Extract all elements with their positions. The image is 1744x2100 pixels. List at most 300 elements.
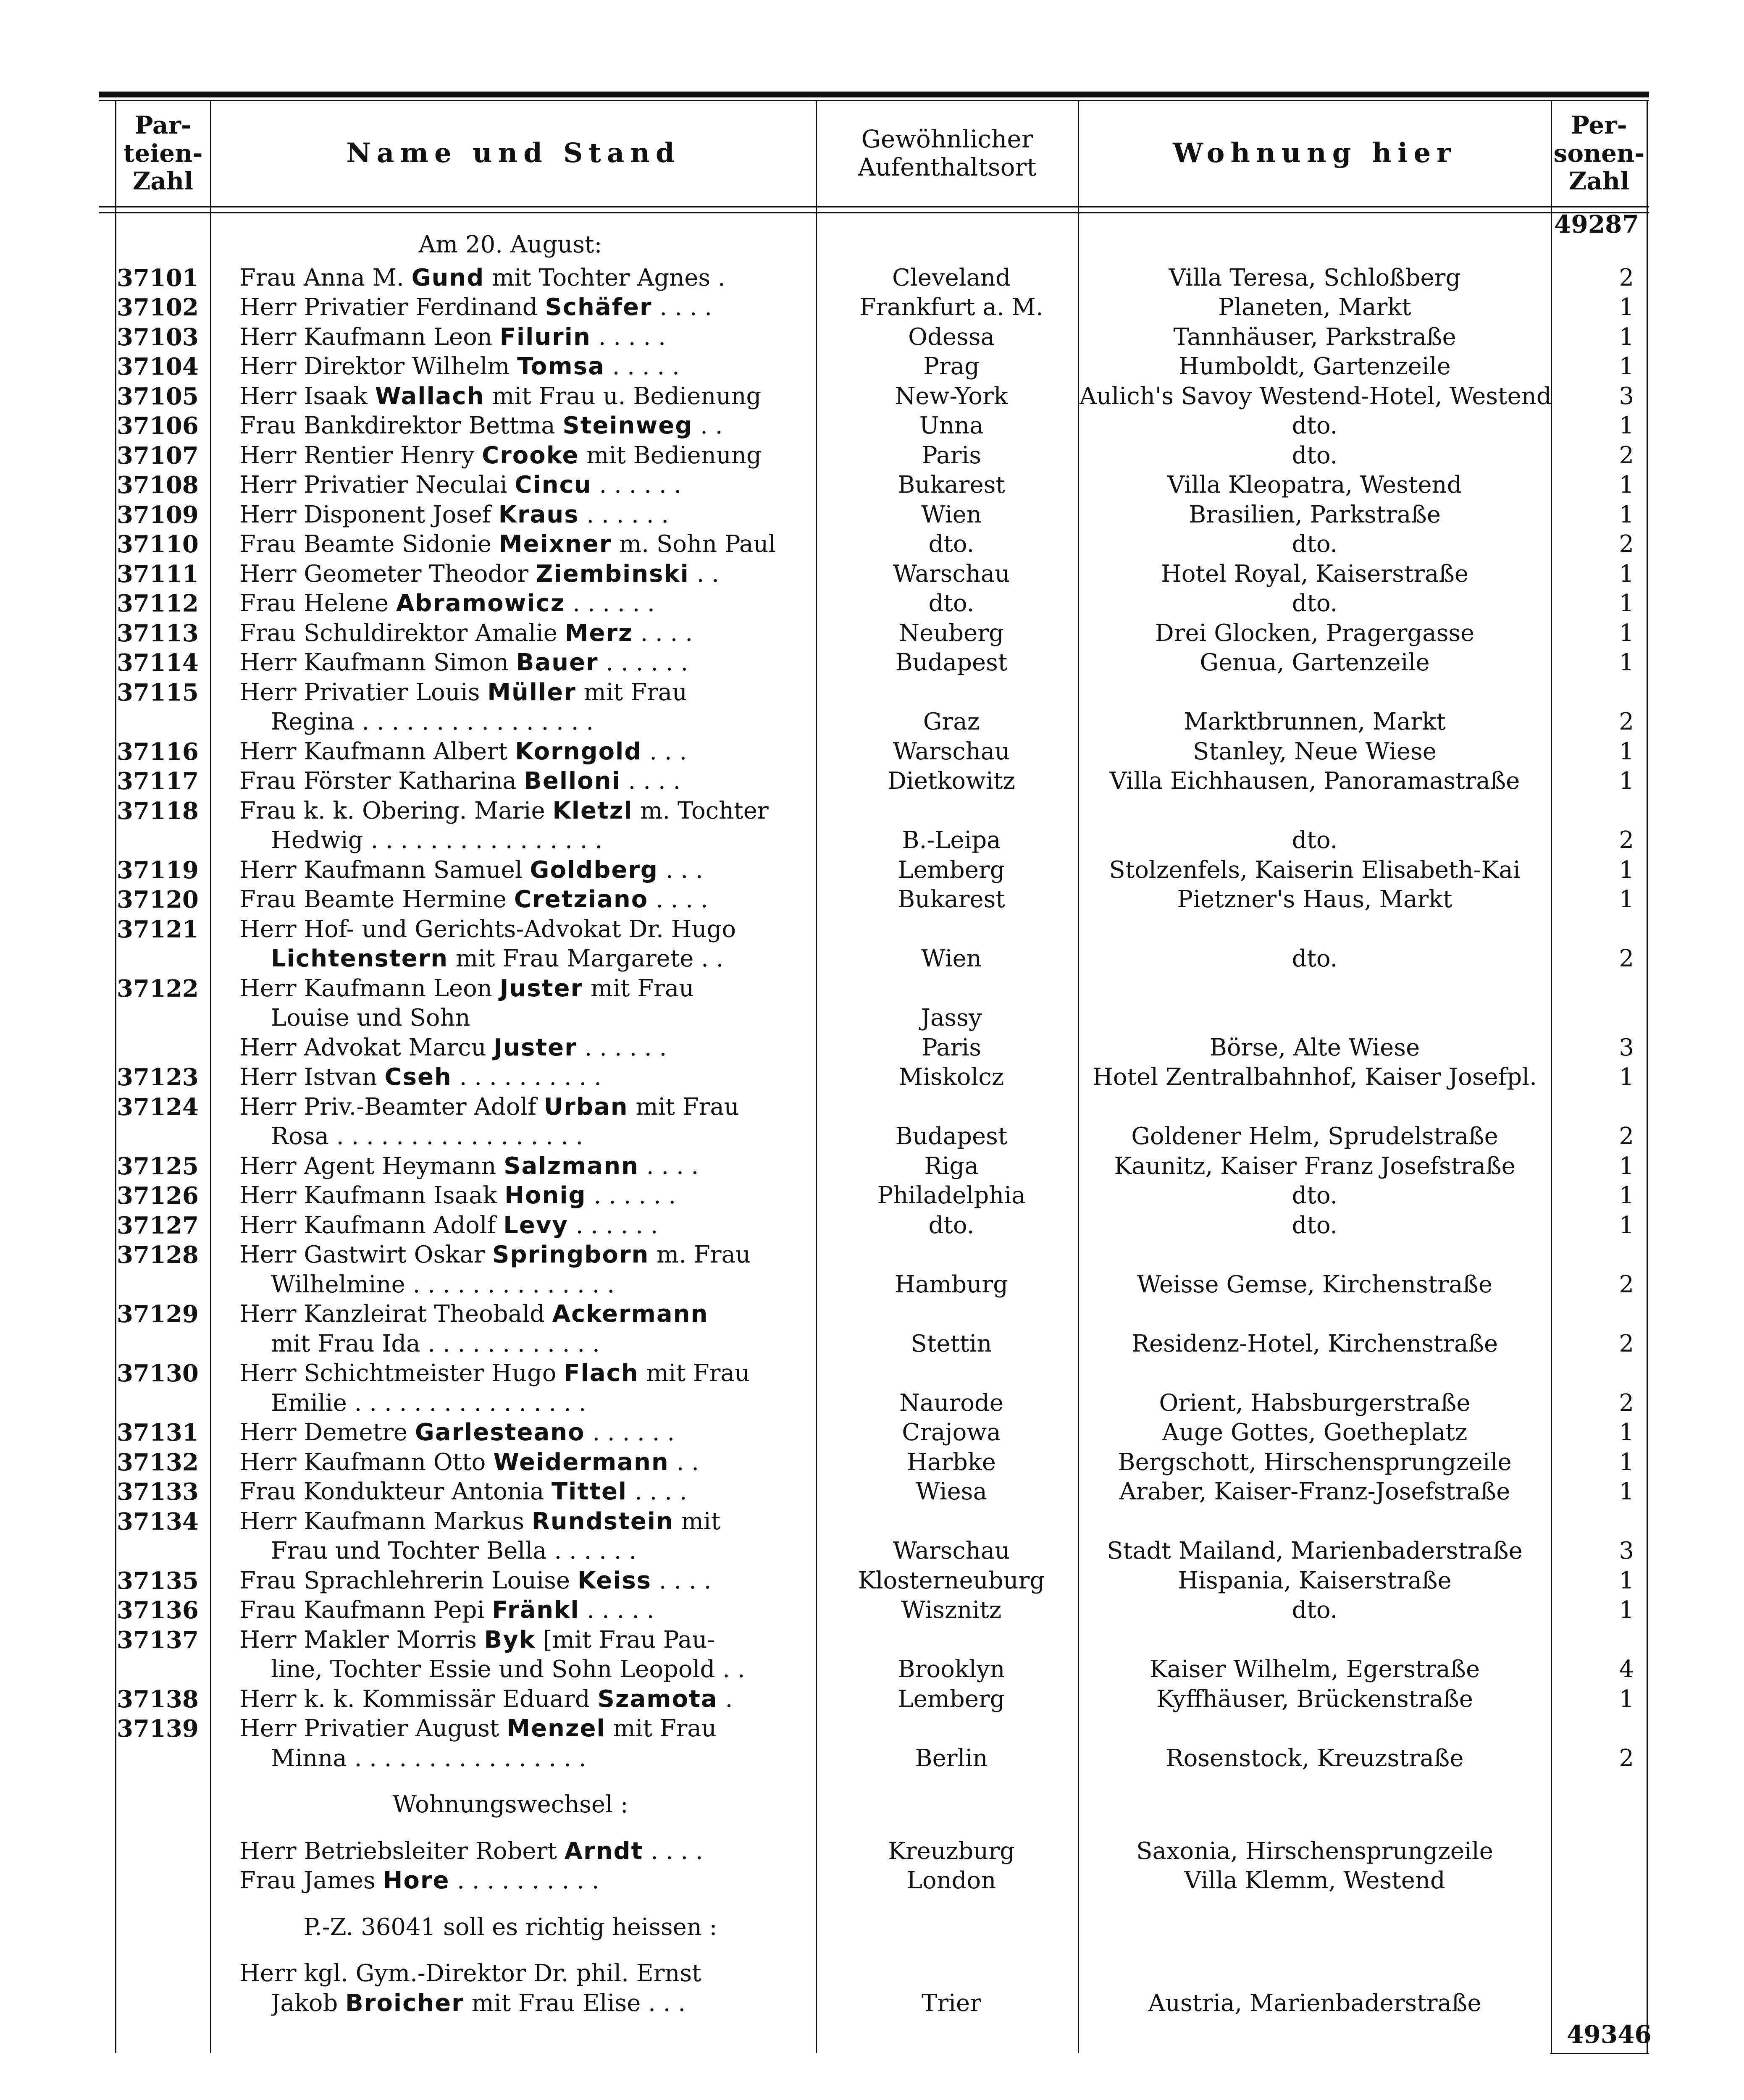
person-count: 3 [1619,1034,1634,1061]
person-count: 1 [1619,619,1634,647]
row-line [0,1270,1744,1299]
name-text: Herr Geometer Theodor [239,560,536,588]
name-cell [239,1152,811,1181]
origin-cell: Hamburg [895,1270,1008,1298]
residence-cell: Orient, Habsburgerstraße [1159,1389,1471,1417]
origin-cell: Warschau [893,1537,1010,1564]
row-line [0,648,1744,677]
party-number: 37102 [117,294,199,321]
name-text: Frau Anna M. [239,264,412,291]
party-number: 37113 [117,619,199,647]
name-text-tail: . . . . . . [565,590,655,617]
surname: Springborn [492,1241,649,1268]
name-cell [239,352,811,381]
name-text: Herr Schichtmeister Hugo [239,1360,564,1387]
origin-cell: Harbke [907,1448,996,1476]
name-text-tail: mit Frau [583,974,694,1002]
row-line [0,1989,1744,2018]
row-line [0,293,1744,322]
party-number: 37107 [117,441,199,470]
name-text-tail: . . [693,412,723,439]
person-count: 2 [1619,827,1634,854]
residence-cell: Rosenstock, Kreuzstraße [1166,1744,1464,1772]
name-cell [239,1418,811,1447]
row-line [0,1507,1744,1536]
party-number: 37133 [117,1478,199,1506]
header-origin-line-1: Gewöhnlicher [861,125,1033,154]
row-line [0,323,1744,352]
origin-cell: dto. [928,590,974,617]
row-line [0,1092,1744,1122]
name-cell [239,1092,811,1122]
row-line [0,678,1744,707]
name-text: Herr Kaufmann Isaak [239,1182,505,1209]
party-number: 37121 [117,915,199,943]
person-count: 1 [1619,1567,1634,1594]
residence-cell: Genua, Gartenzeile [1200,649,1430,676]
surname: Keiss [577,1567,652,1594]
person-count: 3 [1619,1537,1634,1564]
name-text: Rosa . . . . . . . . . . . . . . . . . [271,1123,583,1150]
row-line [0,1418,1744,1447]
row-line [0,352,1744,381]
person-count: 1 [1619,1152,1634,1180]
person-count: 2 [1619,441,1634,469]
name-text-tail: . . . . [648,886,708,913]
residence-cell: Residenz-Hotel, Kirchenstraße [1131,1330,1498,1357]
row-line [0,1389,1744,1418]
origin-cell: Frankfurt a. M. [859,294,1043,321]
party-number: 37114 [117,649,199,677]
party-number: 37125 [117,1152,199,1180]
party-number: 37119 [117,856,199,884]
surname: Flach [564,1360,639,1387]
name-text-tail: . . . . . . [577,1034,667,1061]
name-cell [239,737,811,766]
person-count: 2 [1619,708,1634,735]
person-count: 1 [1619,767,1634,795]
person-count: 1 [1619,471,1634,499]
person-count: 1 [1619,649,1634,676]
name-cell [271,1389,811,1418]
name-text-tail: . . . . . . . . . . [449,1867,599,1894]
origin-cell: Wisznitz [901,1596,1002,1624]
row-line [0,796,1744,826]
residence-cell: Kyffhäuser, Brückenstraße [1156,1685,1473,1713]
name-text: Frau Helene [239,590,396,617]
surname: Fränkl [492,1596,580,1624]
surname: Broicher [345,1989,464,2017]
name-text-tail: . . [669,1448,699,1476]
row-line [0,1299,1744,1329]
name-text-tail: . . . . [643,1837,703,1865]
name-text-tail: . . . . . . [591,471,682,499]
party-number: 37134 [117,1507,199,1536]
residence-cell: Goldener Helm, Sprudelstraße [1131,1123,1498,1150]
name-text: Herr Kanzleirat Theobald [239,1300,552,1328]
surname: Garlesteano [415,1419,585,1446]
name-cell [239,293,811,322]
final-total: 49346 [1567,2020,1652,2049]
name-cell [239,766,811,796]
name-cell [239,1299,811,1329]
residence-cell: Drei Glocken, Pragergasse [1155,619,1475,647]
row-line [0,1448,1744,1477]
name-text: Herr Betriebsleiter Robert [239,1837,565,1865]
name-text-tail: mit Frau [638,1360,750,1387]
row-line [0,1063,1744,1092]
party-number: 37130 [117,1360,199,1387]
name-text-tail: . . . . . [579,1596,654,1624]
name-text: Herr Kaufmann Otto [239,1448,494,1476]
residence-cell: Planeten, Markt [1218,294,1411,321]
surname: Kraus [498,501,579,528]
origin-cell: Crajowa [902,1419,1001,1446]
header-num-line-2: teien- [123,139,203,168]
row-line [0,1837,1744,1866]
party-number: 37137 [117,1626,199,1654]
name-text: Herr Kaufmann Adolf [239,1211,504,1239]
residence-cell: dto. [1292,530,1338,558]
name-text-tail: . . . . [627,1478,687,1505]
origin-cell: Warschau [893,738,1010,765]
origin-cell: dto. [928,1211,974,1239]
origin-cell: Philadelphia [877,1182,1026,1209]
origin-cell: London [906,1867,996,1894]
row-line [0,559,1744,589]
origin-cell: Neuberg [899,619,1004,647]
name-text: Wilhelmine . . . . . . . . . . . . . . [271,1270,615,1298]
row-line [0,1625,1744,1655]
person-count: 1 [1619,590,1634,617]
name-text: Herr Makler Morris [239,1626,484,1654]
residence-cell: Villa Eichhausen, Panoramastraße [1109,767,1520,795]
name-cell [239,856,811,885]
header-persons-line-1: Per- [1571,110,1627,139]
origin-cell: Bukarest [898,471,1005,499]
residence-cell: Weisse Gemse, Kirchenstraße [1137,1270,1492,1298]
row-line [0,737,1744,766]
row-line [0,1033,1744,1063]
row-line [0,500,1744,530]
origin-cell: Stettin [911,1330,992,1357]
party-number: 37117 [117,767,199,795]
surname: Byk [484,1626,536,1654]
residence-cell: Marktbrunnen, Markt [1184,708,1446,735]
name-cell [239,411,811,441]
person-count: 2 [1619,530,1634,558]
section-heading: P.-Z. 36041 soll es richtig heissen : [303,1913,717,1941]
person-count: 2 [1619,945,1634,972]
party-number: 37106 [117,412,199,440]
name-cell [239,1033,811,1063]
row-line [0,766,1744,796]
name-cell [271,1536,811,1566]
row-line [0,1211,1744,1240]
party-number: 37118 [117,797,199,825]
name-text-tail: . [717,1685,733,1713]
name-text-tail: . . [689,560,720,588]
name-text: Herr Hof- und Gerichts-Advokat Dr. Hugo [239,915,736,943]
name-text-tail: m. Tochter [633,797,769,824]
name-text: Frau Förster Katharina [239,767,524,795]
row-line [0,263,1744,293]
party-number: 37120 [117,886,199,914]
residence-cell: Kaunitz, Kaiser Franz Josefstraße [1114,1152,1515,1180]
row-line [0,589,1744,618]
party-number: 37129 [117,1300,199,1328]
row-line [0,1744,1744,1773]
surname: Merz [565,619,633,647]
name-cell [239,263,811,293]
name-cell [239,441,811,470]
surname: Abramowicz [396,590,565,617]
surname: Hore [383,1867,450,1894]
origin-cell: Budapest [895,1123,1008,1150]
name-text-tail: . . . . . . [579,501,669,528]
row-line [0,1003,1744,1033]
origin-cell: Lemberg [898,1685,1005,1713]
name-text: Frau Beamte Hermine [239,886,514,913]
name-text: Frau James [239,1867,383,1894]
origin-cell: Dietkowitz [888,767,1015,795]
name-text-tail: . . . . . . [598,649,688,676]
residence-cell: dto. [1292,1596,1338,1624]
name-text: Frau Beamte Sidonie [239,530,499,558]
name-cell [239,1448,811,1477]
residence-cell: Humboldt, Gartenzeile [1179,353,1451,380]
surname: Cincu [515,471,592,499]
surname: Cseh [384,1063,452,1091]
header-origin-line-2: Aufenthaltsort [858,153,1037,181]
surname: Ackermann [552,1300,709,1328]
surname: Juster [499,974,583,1002]
name-text-tail: mit Frau [628,1093,739,1121]
row-line [0,974,1744,1003]
residence-cell: dto. [1292,1211,1338,1239]
name-cell [271,1270,811,1299]
row-line [0,470,1744,500]
residence-cell: Aulich's Savoy Westend-Hotel, Westend [1079,382,1552,410]
name-text: Herr k. k. Kommissär Eduard [239,1685,598,1713]
residence-cell: Villa Teresa, Schloßberg [1169,264,1461,291]
residence-cell: Stanley, Neue Wiese [1193,738,1437,765]
row-line [0,1714,1744,1743]
origin-cell: Klosterneuburg [858,1567,1045,1594]
header-name-label: Name und Stand [346,137,680,169]
name-text: mit Frau Ida . . . . . . . . . . . . [271,1330,600,1357]
surname: Lichtenstern [271,945,449,972]
name-cell [239,1959,811,1988]
name-cell [239,1566,811,1596]
surname: Arndt [564,1837,643,1865]
residence-cell: Araber, Kaiser-Franz-Josefstraße [1119,1478,1510,1505]
name-text-tail: . . . . . . [585,1419,675,1446]
person-count: 2 [1619,1389,1634,1417]
origin-cell: Wien [921,501,982,528]
name-cell [239,619,811,648]
party-number: 37122 [117,974,199,1003]
party-number: 37132 [117,1448,199,1476]
name-text: Herr Kaufmann Albert [239,738,515,765]
header-persons-line-2: sonen- [1553,139,1645,168]
name-cell [271,1122,811,1151]
row-line [0,1181,1744,1210]
residence-cell: Stadt Mailand, Marienbaderstraße [1107,1537,1523,1564]
residence-cell: Auge Gottes, Goetheplatz [1162,1419,1468,1446]
party-number: 37131 [117,1419,199,1446]
row-line [0,944,1744,974]
person-count: 1 [1619,1419,1634,1446]
row-line [0,382,1744,411]
row-line [0,1685,1744,1714]
name-text-tail: . . . . [638,1152,699,1180]
person-count: 1 [1619,738,1634,765]
origin-cell: Naurode [899,1389,1003,1417]
residence-cell: Bergschott, Hirschensprungzeile [1118,1448,1512,1476]
name-text-tail: mit Tochter Agnes . [484,264,725,291]
origin-cell: New-York [895,382,1008,410]
origin-cell: Cleveland [892,264,1011,291]
surname: Szamota [597,1685,718,1713]
name-text: Herr Istvan [239,1063,385,1091]
party-number: 37109 [117,501,199,529]
residence-cell: dto. [1292,1182,1338,1209]
origin-cell: dto. [928,530,974,558]
residence-cell: Pietzner's Haus, Markt [1177,886,1452,913]
row-line [0,826,1744,855]
surname: Goldberg [530,856,659,884]
name-text-tail: mit Frau Margarete . . [448,945,724,972]
name-text-tail: mit [673,1507,721,1535]
surname: Juster [494,1034,577,1061]
party-number: 37116 [117,738,199,766]
party-number: 37138 [117,1685,199,1713]
name-cell [239,1063,811,1092]
surname: Korngold [515,738,642,765]
party-number: 37135 [117,1567,199,1595]
origin-cell: Berlin [915,1744,988,1772]
person-count: 1 [1619,856,1634,884]
name-text-tail: . . . . . [604,353,680,380]
residence-cell: dto. [1292,441,1338,469]
name-text: Herr Kaufmann Leon [239,323,500,351]
person-count: 1 [1619,294,1634,321]
party-number: 37128 [117,1241,199,1269]
person-count: 4 [1619,1656,1634,1683]
name-text: Herr Direktor Wilhelm [239,353,517,380]
name-text: Herr Isaak [239,382,375,410]
person-count: 1 [1619,1478,1634,1505]
row-line [0,885,1744,914]
name-cell [271,1655,811,1684]
name-cell [239,1211,811,1240]
name-text: Herr kgl. Gym.-Direktor Dr. phil. Ernst [239,1960,701,1987]
surname: Wallach [375,382,485,410]
name-text-tail: . . . . [651,1567,712,1594]
surname: Gund [411,264,485,291]
party-number: 37101 [117,264,199,292]
surname: Rundstein [531,1507,674,1535]
residence-cell: Hotel Zentralbahnhof, Kaiser Josefpl. [1093,1063,1537,1091]
surname: Meixner [499,530,612,558]
origin-cell: Bukarest [898,886,1005,913]
name-cell [239,323,811,352]
party-number: 37105 [117,382,199,410]
residence-cell: Saxonia, Hirschensprungzeile [1136,1837,1493,1865]
row-line [0,619,1744,648]
surname: Filurin [499,323,591,351]
origin-cell: Wien [921,945,982,972]
name-text: Herr Disponent Josef [239,501,499,528]
party-number: 37108 [117,471,199,499]
row-line [0,1122,1744,1151]
name-text: Herr Demetre [239,1419,415,1446]
name-cell [239,974,811,1003]
name-cell [271,1989,811,2018]
surname: Bauer [516,649,599,676]
name-text: Frau und Tochter Bella . . . . . . [271,1537,637,1564]
origin-cell: Wiesa [916,1478,987,1505]
row-line [0,1536,1744,1566]
name-text: Herr Privatier Louis [239,678,488,706]
surname: Urban [544,1093,628,1121]
person-count: 1 [1619,323,1634,351]
name-text: Herr Gastwirt Oskar [239,1241,493,1268]
name-text-tail: mit Frau [576,678,688,706]
residence-cell: dto. [1292,590,1338,617]
name-text-tail: mit Frau [605,1715,717,1742]
row-line [0,915,1744,944]
name-text-tail: . . . . [652,294,712,321]
origin-cell: Lemberg [898,856,1005,884]
row-line [0,411,1744,441]
row-line [0,1596,1744,1625]
origin-cell: Warschau [893,560,1010,588]
origin-cell: Jassy [921,1004,982,1032]
name-text-tail: . . . . [620,767,681,795]
surname: Tittel [552,1478,628,1505]
section-heading: Am 20. August: [418,231,602,258]
party-number: 37111 [117,560,199,588]
person-count: 2 [1619,264,1634,291]
residence-cell: Börse, Alte Wiese [1209,1034,1420,1061]
header-residence-label: Wohnung hier [1173,137,1457,169]
surname: Honig [504,1182,586,1209]
person-count: 1 [1619,501,1634,528]
origin-cell: Paris [922,441,981,469]
name-cell [271,707,811,737]
person-count: 1 [1619,1448,1634,1476]
origin-cell: Prag [923,353,980,380]
name-text: Minna . . . . . . . . . . . . . . . . [271,1744,586,1772]
name-cell [239,1181,811,1210]
name-cell [271,1003,811,1033]
row-line [0,1152,1744,1181]
name-text-tail: . . . . . . . . . . [452,1063,601,1091]
party-number: 37139 [117,1715,199,1743]
name-text-tail: m. Frau [649,1241,751,1268]
name-text-tail: . . . [642,738,687,765]
carry-over-total: 49287 [1554,210,1639,239]
name-cell [239,1714,811,1743]
origin-cell: Brooklyn [898,1656,1005,1683]
name-text-tail: . . . . . . [586,1182,676,1209]
surname: Salzmann [504,1152,639,1180]
person-count: 2 [1619,1270,1634,1298]
row-line [0,441,1744,470]
name-text-tail: mit Bedienung [579,441,762,469]
